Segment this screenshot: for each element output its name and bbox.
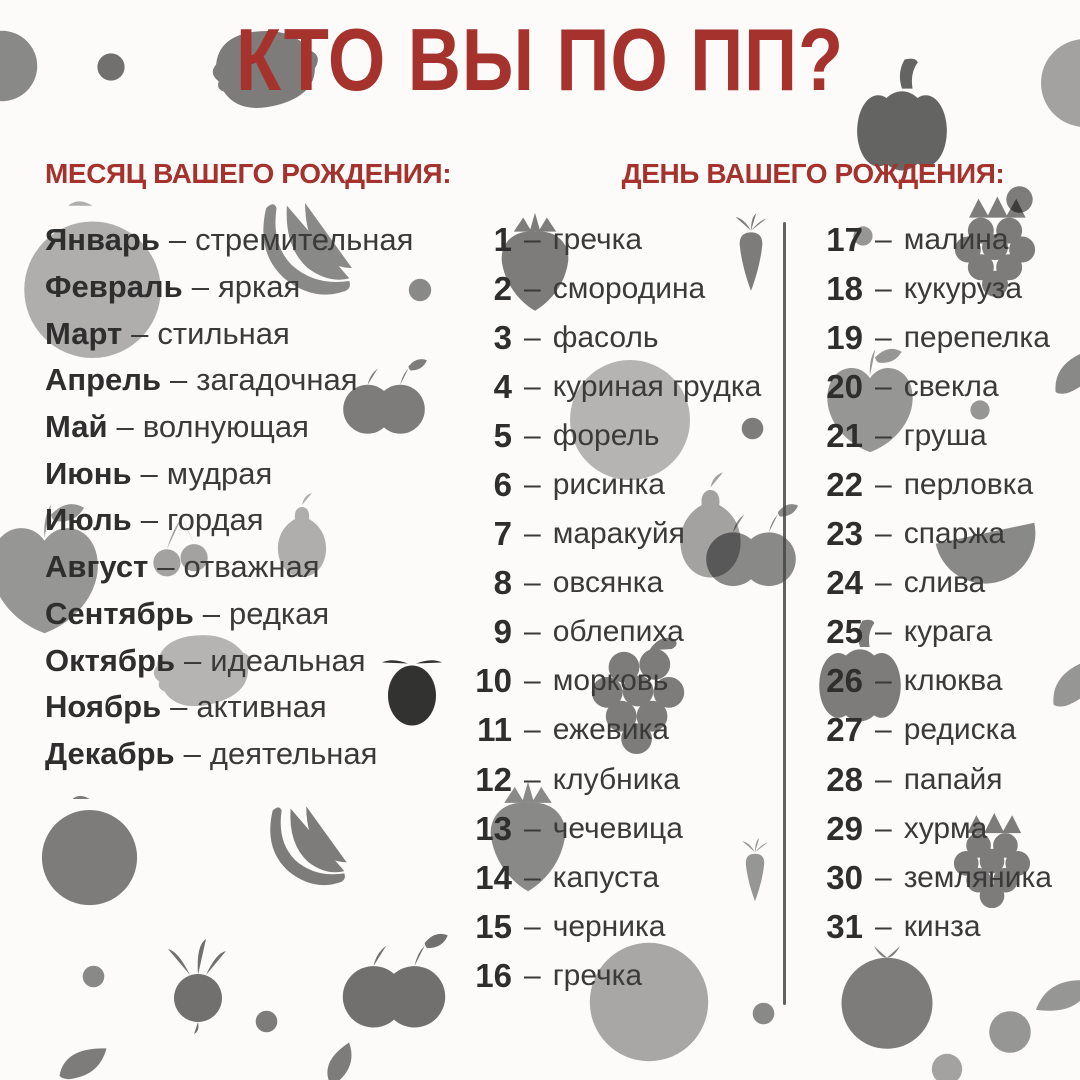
day-food: курага xyxy=(903,615,993,649)
day-list-column-1 xyxy=(452,215,761,1001)
day-row xyxy=(452,559,761,608)
day-row xyxy=(452,608,761,657)
dash-separator: – xyxy=(184,642,202,678)
dash-separator: – xyxy=(524,664,541,698)
day-number: 13 xyxy=(475,809,512,847)
month-trait: активная xyxy=(196,689,327,725)
day-food: капуста xyxy=(552,860,660,894)
day-number: 25 xyxy=(826,613,863,651)
day-food: кинза xyxy=(903,909,981,943)
day-number: 29 xyxy=(826,809,863,847)
month-row xyxy=(45,310,413,357)
day-food: хурма xyxy=(903,811,988,845)
day-row xyxy=(795,559,1052,608)
month-row xyxy=(45,731,413,778)
day-number: 4 xyxy=(493,367,512,405)
dash-separator: – xyxy=(524,222,541,256)
dash-separator: – xyxy=(875,713,892,747)
month-trait: стильная xyxy=(157,315,290,351)
day-row xyxy=(795,362,1052,411)
dash-separator: – xyxy=(875,418,892,452)
day-number: 20 xyxy=(826,367,863,405)
month-row xyxy=(45,450,413,497)
dash-separator: – xyxy=(202,595,221,631)
month-name: Февраль xyxy=(45,269,183,305)
day-number: 9 xyxy=(493,613,512,651)
day-food: папайя xyxy=(903,762,1003,796)
day-number: 2 xyxy=(493,269,512,307)
day-food: свекла xyxy=(903,369,999,403)
day-number: 16 xyxy=(475,956,512,994)
day-row xyxy=(795,411,1052,460)
dash-separator: – xyxy=(875,762,892,796)
month-row xyxy=(45,544,413,591)
dash-separator: – xyxy=(524,517,541,551)
day-section-header: ДЕНЬ ВАШЕГО РОЖДЕНИЯ: xyxy=(621,158,1005,189)
month-trait: загадочная xyxy=(196,362,358,398)
dash-separator: – xyxy=(524,958,541,992)
month-name: Июль xyxy=(45,502,132,538)
day-number: 22 xyxy=(826,466,863,504)
dash-separator: – xyxy=(191,269,209,305)
month-trait: отважная xyxy=(183,549,320,585)
month-row xyxy=(45,217,413,264)
day-row xyxy=(795,902,1052,951)
dash-separator: – xyxy=(157,549,175,585)
dash-separator: – xyxy=(875,468,892,502)
month-row xyxy=(45,264,413,311)
dash-separator: – xyxy=(524,271,541,305)
dash-separator: – xyxy=(875,566,892,600)
dash-separator: – xyxy=(875,517,892,551)
month-row xyxy=(45,357,413,404)
month-list xyxy=(45,217,413,777)
day-number: 6 xyxy=(493,466,512,504)
day-food: слива xyxy=(903,566,986,600)
dash-separator: – xyxy=(875,271,892,305)
day-food: малина xyxy=(903,222,1009,256)
day-food: гречка xyxy=(552,222,643,256)
day-food: перепелка xyxy=(903,320,1050,354)
month-name: Декабрь xyxy=(45,735,175,771)
day-number: 24 xyxy=(826,564,863,602)
day-food: ежевика xyxy=(552,713,669,747)
dash-separator: – xyxy=(875,860,892,894)
month-name: Апрель xyxy=(45,362,162,398)
day-row xyxy=(795,657,1052,706)
day-food: куриная грудка xyxy=(552,369,762,403)
day-row xyxy=(795,264,1052,313)
day-row xyxy=(795,215,1052,264)
month-row xyxy=(45,497,413,544)
day-number: 28 xyxy=(826,760,863,798)
month-name: Октябрь xyxy=(45,642,176,678)
day-food: смородина xyxy=(552,271,706,305)
page-title: КТО ВЫ ПО ПП? xyxy=(235,10,845,109)
month-trait: гордая xyxy=(166,502,264,538)
day-food: клюква xyxy=(903,664,1003,698)
dash-separator: – xyxy=(524,811,541,845)
dash-separator: – xyxy=(524,418,541,452)
day-number: 3 xyxy=(493,318,512,356)
day-number: 21 xyxy=(826,416,863,454)
day-row xyxy=(795,313,1052,362)
day-number: 5 xyxy=(493,416,512,454)
day-row xyxy=(452,411,761,460)
day-food: рисинка xyxy=(552,468,665,502)
day-row xyxy=(795,608,1052,657)
dash-separator: – xyxy=(524,320,541,354)
month-name: Март xyxy=(45,315,123,351)
dash-separator: – xyxy=(524,369,541,403)
day-food: облепиха xyxy=(552,615,684,649)
dash-separator: – xyxy=(524,566,541,600)
day-number: 26 xyxy=(826,662,863,700)
dash-separator: – xyxy=(140,455,158,491)
month-trait: мудрая xyxy=(166,455,273,491)
day-food: форель xyxy=(552,418,660,452)
dash-separator: – xyxy=(524,615,541,649)
month-name: Январь xyxy=(45,222,160,258)
day-row xyxy=(452,853,761,902)
day-number: 1 xyxy=(493,220,512,258)
day-row xyxy=(452,657,761,706)
day-row xyxy=(452,755,761,804)
day-food: клубника xyxy=(552,762,680,796)
dash-separator: – xyxy=(524,909,541,943)
month-row xyxy=(45,591,413,638)
day-number: 14 xyxy=(475,858,512,896)
month-trait: яркая xyxy=(217,269,301,305)
day-food: редиска xyxy=(903,713,1017,747)
day-number: 11 xyxy=(477,711,512,749)
month-row xyxy=(45,684,413,731)
day-row xyxy=(452,460,761,509)
day-row xyxy=(452,362,761,411)
dash-separator: – xyxy=(131,315,149,351)
month-row xyxy=(45,404,413,451)
day-row xyxy=(452,215,761,264)
dash-separator: – xyxy=(116,409,134,445)
month-name: Ноябрь xyxy=(45,689,162,725)
day-food: овсянка xyxy=(552,566,664,600)
dash-separator: – xyxy=(875,369,892,403)
dash-separator: – xyxy=(524,713,541,747)
day-number: 23 xyxy=(826,515,863,553)
day-row xyxy=(452,951,761,1000)
day-row xyxy=(795,853,1052,902)
month-name: Май xyxy=(45,409,108,445)
day-food: перловка xyxy=(903,468,1034,502)
day-food: спаржа xyxy=(903,517,1006,551)
dash-separator: – xyxy=(875,664,892,698)
day-list-column-2 xyxy=(795,215,1052,951)
dash-separator: – xyxy=(183,735,201,771)
dash-separator: – xyxy=(170,689,188,725)
day-number: 30 xyxy=(826,858,863,896)
month-name: Август xyxy=(45,549,149,585)
day-food: гречка xyxy=(552,958,643,992)
day-food: маракуйя xyxy=(552,517,685,551)
month-trait: деятельная xyxy=(209,735,378,771)
day-number: 12 xyxy=(475,760,512,798)
month-row xyxy=(45,637,413,684)
day-number: 27 xyxy=(826,711,863,749)
day-row xyxy=(795,755,1052,804)
day-columns-divider xyxy=(783,222,786,1005)
day-row xyxy=(795,706,1052,755)
day-food: груша xyxy=(903,418,987,452)
day-row xyxy=(795,460,1052,509)
dash-separator: – xyxy=(524,468,541,502)
dash-separator: – xyxy=(170,362,188,398)
day-row xyxy=(452,313,761,362)
day-row xyxy=(452,706,761,755)
day-row xyxy=(795,510,1052,559)
dash-separator: – xyxy=(140,502,158,538)
month-trait: идеальная xyxy=(210,642,366,678)
dash-separator: – xyxy=(875,909,892,943)
day-number: 31 xyxy=(826,907,863,945)
day-food: морковь xyxy=(552,664,669,698)
dash-separator: – xyxy=(524,762,541,796)
month-trait: стремительная xyxy=(195,222,414,258)
dash-separator: – xyxy=(168,222,187,258)
dash-separator: – xyxy=(524,860,541,894)
day-food: кукуруза xyxy=(903,271,1023,305)
day-food: земляника xyxy=(903,860,1052,894)
day-number: 18 xyxy=(826,269,863,307)
month-section-header: МЕСЯЦ ВАШЕГО РОЖДЕНИЯ: xyxy=(45,158,452,189)
day-number: 7 xyxy=(493,515,512,553)
dash-separator: – xyxy=(875,615,892,649)
month-name: Июнь xyxy=(45,455,132,491)
month-trait: волнующая xyxy=(142,409,309,445)
day-food: фасоль xyxy=(552,320,659,354)
day-food: черника xyxy=(552,909,666,943)
day-number: 15 xyxy=(475,907,512,945)
day-number: 8 xyxy=(493,564,512,602)
day-number: 10 xyxy=(475,662,512,700)
month-name: Сентябрь xyxy=(45,595,194,631)
day-number: 19 xyxy=(826,318,863,356)
dash-separator: – xyxy=(875,222,892,256)
day-number: 17 xyxy=(826,220,863,258)
dash-separator: – xyxy=(875,320,892,354)
dash-separator: – xyxy=(875,811,892,845)
day-row xyxy=(452,510,761,559)
day-row xyxy=(452,264,761,313)
day-row xyxy=(452,902,761,951)
day-food: чечевица xyxy=(552,811,683,845)
month-trait: редкая xyxy=(229,595,330,631)
day-row xyxy=(795,804,1052,853)
day-row xyxy=(452,804,761,853)
